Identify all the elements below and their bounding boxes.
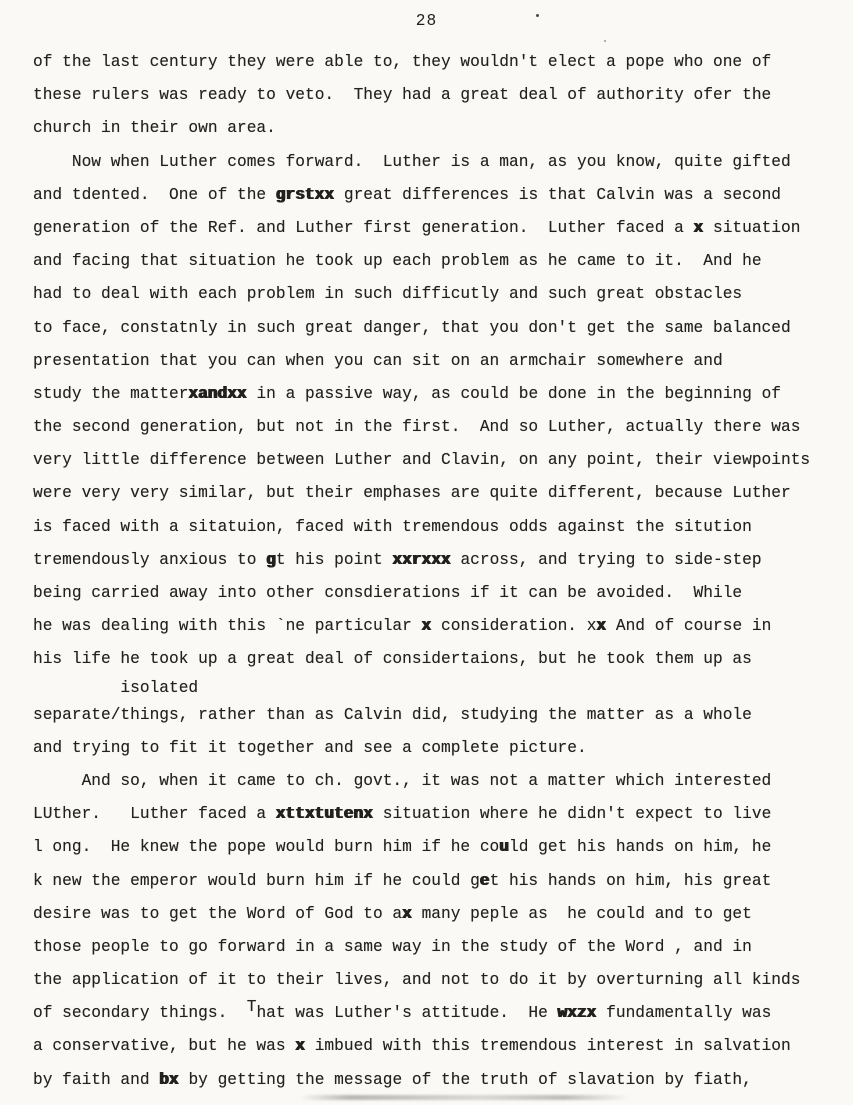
text-line bbox=[33, 865, 847, 898]
overstruck-text: grstxx bbox=[275, 185, 335, 204]
text-line bbox=[33, 477, 847, 510]
text-line bbox=[33, 964, 847, 997]
text-segment: t his point bbox=[275, 550, 393, 569]
text-segment: And of course in bbox=[606, 617, 772, 636]
text-line bbox=[33, 46, 847, 79]
text-segment: great differences is that Calvin was a second bbox=[334, 185, 782, 204]
text-segment: study the matter bbox=[33, 384, 189, 403]
text-line bbox=[33, 898, 847, 931]
text-line bbox=[33, 610, 847, 643]
text-segment: being carried away into other consdierations if it can be avoided. While bbox=[33, 584, 743, 602]
text-segment: hat was Luther's attitude. He bbox=[256, 1004, 558, 1023]
overstruck-text: x bbox=[295, 1037, 305, 1056]
text-segment: of the last century they were able to, they wouldn't elect a pope who one of bbox=[33, 53, 772, 71]
overstruck-text: u bbox=[499, 838, 509, 857]
text-line bbox=[33, 411, 847, 444]
text-segment: those people to go forward in a same way in the study of the Word , and in bbox=[33, 937, 752, 956]
text-segment: desire was to get the Word of God to a bbox=[33, 904, 403, 923]
text-line bbox=[33, 345, 847, 378]
text-line bbox=[33, 997, 847, 1030]
text-line bbox=[33, 212, 847, 245]
overstruck-text: wxzx bbox=[557, 1004, 597, 1023]
text-line bbox=[33, 511, 847, 544]
overstruck-text: xxrxxx bbox=[392, 550, 451, 569]
text-segment: And so, when it came to ch. govt., it was not a matter which interested bbox=[33, 771, 772, 790]
text-segment: across, and trying to side-step bbox=[450, 550, 762, 569]
text-segment: he was dealing with this `ne particular bbox=[33, 617, 422, 636]
text-segment: imbued with this tremendous interest in salvation bbox=[305, 1037, 791, 1056]
text-line bbox=[33, 577, 847, 610]
text-segment: isolated bbox=[33, 678, 199, 697]
overstruck-text: e bbox=[479, 871, 490, 890]
overstruck-text: x bbox=[596, 617, 607, 636]
ink-speck bbox=[604, 40, 606, 42]
text-line bbox=[33, 312, 847, 345]
overstruck-text: x bbox=[402, 904, 412, 923]
text-segment: to face, constatnly in such great danger, that you don't get the same balanced bbox=[33, 318, 791, 337]
text-segment: Now when Luther comes forward. Luther is a man, as you know, quite gifted bbox=[33, 152, 791, 171]
text-segment: a conservative, but he was bbox=[33, 1037, 296, 1056]
text-segment: and facing that situation he took up each problem as he came to it. And he bbox=[33, 252, 762, 271]
text-body bbox=[33, 46, 847, 1097]
text-segment: t his hands on him, his great bbox=[489, 871, 772, 890]
text-segment: situation where he didn't expect to live bbox=[373, 805, 772, 824]
inserted-word-line bbox=[33, 677, 847, 699]
text-segment: the application of it to their lives, and not to do it by overturning all kinds bbox=[33, 971, 801, 990]
overstruck-text: x bbox=[421, 617, 432, 636]
text-line bbox=[33, 179, 847, 212]
text-line bbox=[33, 444, 847, 477]
text-segment: l ong. He knew the pope would burn him if he co bbox=[33, 838, 500, 857]
text-line bbox=[33, 931, 847, 964]
text-line bbox=[33, 79, 847, 112]
text-segment: in a passive way, as could be done in the beginning of bbox=[246, 384, 782, 403]
text-segment: by faith and bbox=[33, 1070, 160, 1089]
text-segment: these rulers was ready to veto. They had a great deal of authority ofer the bbox=[33, 86, 772, 105]
text-segment: tremendously anxious to bbox=[33, 550, 267, 569]
text-line bbox=[33, 831, 847, 864]
text-line bbox=[33, 699, 847, 732]
text-segment: and tdented. One of the bbox=[33, 185, 276, 204]
text-segment: by getting the message of the truth of slavation by fiath, bbox=[178, 1070, 752, 1089]
text-line bbox=[33, 643, 847, 676]
text-line bbox=[33, 112, 847, 145]
text-segment: is faced with a sitatuion, faced with tremendous odds against the sitution bbox=[33, 517, 752, 536]
text-segment: were very very similar, but their emphases are quite different, because Luther bbox=[33, 484, 791, 503]
text-segment: generation of the Ref. and Luther first generation. Luther faced a bbox=[33, 218, 694, 237]
page-number: 28 bbox=[415, 12, 438, 30]
text-segment: the second generation, but not in the first. And so Luther, actually there was bbox=[33, 418, 801, 437]
text-segment: many peple as he could and to get bbox=[411, 904, 752, 923]
text-segment: consideration. x bbox=[431, 617, 597, 636]
text-line bbox=[33, 245, 847, 278]
text-line bbox=[33, 798, 847, 831]
text-segment: very little difference between Luther and Clavin, on any point, their viewpoints bbox=[33, 451, 811, 470]
text-line bbox=[33, 378, 847, 411]
text-segment: of secondary things. bbox=[33, 1004, 247, 1023]
text-line bbox=[33, 765, 847, 798]
text-line bbox=[33, 278, 847, 311]
text-segment: fundamentally was bbox=[596, 1004, 772, 1023]
text-segment: and trying to fit it together and see a complete picture. bbox=[33, 738, 587, 757]
text-segment: situation bbox=[703, 218, 801, 237]
overstruck-text: bx bbox=[159, 1070, 179, 1089]
text-segment: church in their own area. bbox=[33, 119, 276, 138]
text-segment: had to deal with each problem in such difficutly and such great obstacles bbox=[33, 285, 743, 304]
text-line bbox=[33, 146, 847, 179]
text-segment: his life he took up a great deal of considertaions, but he took them up as bbox=[33, 650, 752, 669]
ink-speck bbox=[536, 14, 539, 17]
text-segment: k new the emperor would burn him if he could g bbox=[33, 871, 480, 890]
overstruck-text: xandxx bbox=[188, 384, 247, 403]
raised-text: T bbox=[246, 998, 257, 1017]
text-line bbox=[33, 1030, 847, 1063]
overstruck-text: x bbox=[693, 218, 704, 237]
overstruck-text: g bbox=[266, 550, 276, 569]
scan-smudge bbox=[300, 1095, 630, 1100]
text-segment: separate/things, rather than as Calvin did, studying the matter as a whole bbox=[33, 705, 752, 724]
text-line bbox=[33, 544, 847, 577]
text-line bbox=[33, 732, 847, 765]
text-segment: LUther. Luther faced a bbox=[33, 805, 276, 824]
text-segment: ld get his hands on him, he bbox=[509, 838, 772, 857]
overstruck-text: xttxtutenx bbox=[275, 805, 374, 824]
text-segment: presentation that you can when you can sit on an armchair somewhere and bbox=[33, 351, 723, 370]
text-line bbox=[33, 1064, 847, 1097]
